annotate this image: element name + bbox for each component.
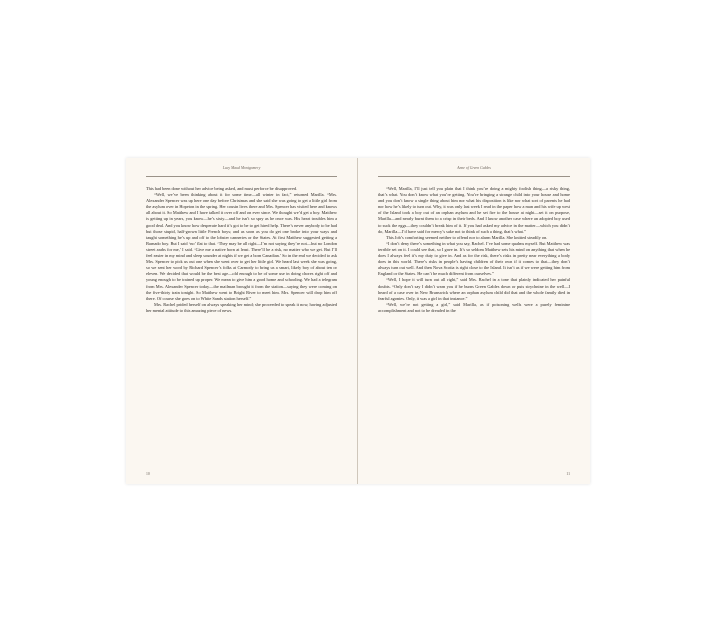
paragraph: “Well, Marilla, I’ll just tell you plain that I think you’re doing a mighty foolish thing—a risky thing, that’s what. You don’t know what you’re getting. You’re bringing a strange child into your house and home and you don’t know a single thing about him nor what his disposition is like nor what sort of parents he had nor how he’s likely to turn out. Why, it was only last week I read in the paper how a man and his wife up west of the Island took a boy out of an orphan asylum and he set fire to the house at night—set it on purpose, Marilla—and nearly burnt them to a crisp in their beds. And I know another case where an adopted boy used to suck the eggs—they couldn’t break him of it. If you had asked my advice in the matter—which you didn’t do, Marilla—I’d have said for mercy’s sake not to think of such a thing, that’s what.” [378, 186, 570, 234]
left-running-head: Lucy Maud Montgomery [222, 166, 261, 170]
right-page-number: 11 [566, 472, 570, 476]
right-page-text [378, 186, 570, 314]
paragraph: “Well, we’re not getting a girl,” said Marilla, as if poisoning wells were a purely feminine accomplishment and not to be dreaded in the [378, 301, 570, 313]
left-page [126, 158, 358, 484]
paragraph: This Job’s comforting seemed neither to offend nor to alarm Marilla. She knitted steadily on. [386, 234, 548, 240]
paragraph: “Well, we’ve been thinking about it for some time—all winter in fact,” returned Marilla. “Mrs. Alexander Spencer was up here one day before Christmas and she said she was going to get a little girl from the asylum over in Hopeton in the spring. Her cousin lives there and Mrs. Spencer has visited here and knows all about it. So Matthew and I have talked it over off and on ever since. We thought we’d get a boy. Matthew is getting up in years, you know—he’s sixty—and he isn’t so spry as he once was. His heart troubles him a good deal. And you know how desperate hard it’s got to be to get hired help. There’s never anybody to be had but those stupid, half-grown little French boys; and as soon as you do get one broke into your ways and taught something he’s up and off to the lobster canneries or the States. At first Matthew suggested getting a Barnado boy. But I said ‘no’ flat to that. ‘They may be all right—I’m not saying they’re not—but no London street arabs for me,’ I said. ‘Give me a native born at least. There’ll be a risk, no matter who we get. But I’ll feel easier in my mind and sleep sounder at nights if we get a born Canadian.’ So in the end we decided to ask Mrs. Spencer to pick us out one when she went over to get her little girl. We heard last week she was going, so we sent her word by Richard Spencer’s folks at Carmody to bring us a smart, likely boy of about ten or eleven. We decided that would be the best age—old enough to be of some use in doing chores right off and young enough to be trained up proper. We mean to give him a good home and schooling. We had a telegram from Mrs. Alexander Spencer today—the mailman brought it from the station—saying they were coming on the five-thirty train tonight. So Matthew went to Bright River to meet him. Mrs. Spencer will drop him off there. Of course she goes on to White Sands station herself.” [146, 192, 337, 301]
paragraph: Mrs. Rachel prided herself on always speaking her mind; she proceeded to speak it now, having adjusted her mental attitude to this amazing piece of news. [146, 301, 337, 313]
left-page-text [146, 186, 337, 314]
right-header-rule [378, 176, 570, 177]
book-spread [126, 158, 590, 484]
left-header-rule [146, 176, 337, 177]
right-page [358, 158, 590, 484]
left-page-number: 10 [146, 472, 150, 476]
paragraph: “I don’t deny there’s something in what you say, Rachel. I’ve had some qualms myself. But Matthew was terrible set on it. I could see that, so I gave in. It’s so seldom Matthew sets his mind on anything that when he does I always feel it’s my duty to give in. And as for the risk, there’s risks in pretty near everything a body does in this world. There’s risks in people’s having children of their own if it comes to that—they don’t always turn out well. And then Nova Scotia is right close to the Island. It isn’t as if we were getting him from England or the States. He can’t be much different from ourselves.” [378, 240, 570, 277]
paragraph: “Well, I hope it will turn out all right,” said Mrs. Rachel in a tone that plainly indicated her painful doubts. “Only don’t say I didn’t warn you if he burns Green Gables down or puts strychnine in the well—I heard of a case over in New Brunswick where an orphan asylum child did that and the whole family died in fearful agonies. Only, it was a girl in that instance.” [378, 277, 570, 301]
right-running-head: Anne of Green Gables [457, 166, 491, 170]
paragraph: This had been done without her advice being asked, and must perforce be disapproved. [146, 186, 298, 191]
